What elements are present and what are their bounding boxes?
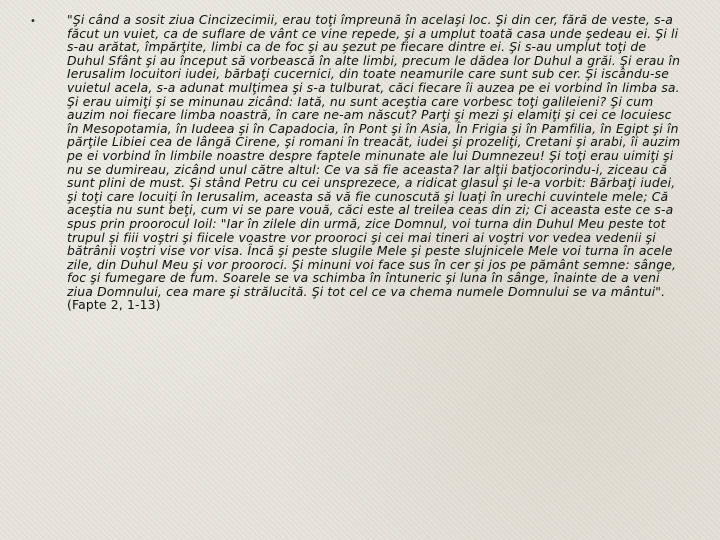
scripture-reference: (Fapte 2, 1-13) — [67, 297, 161, 313]
bullet-marker: • — [30, 16, 36, 27]
scripture-passage — [67, 13, 687, 312]
passage-text: "Şi când a sosit ziua Cincizecimii, erau toţi împreună în acelaşi loc. Şi din cer, fără de veste, s-a făcut un vuiet, ca de suflare de vânt ce vine repede, şi a umplut toată casa unde şedeau ei. Şi li s-au arătat, împărţite, limbi ca de foc şi au şezut pe fiecare dintre ei. Şi s-au umplut toţi de Duhul Sfânt şi au început să vorbească în alte limbi, precum le dădea lor Duhul a grăi. Şi erau în Ierusalim locuitori iudei, bărbaţi cucernici, din toate neamurile care sunt sub cer. Şi iscându-se vuietul acela, s-a adunat mulţimea şi s-a tulburat, căci fiecare îi auzea pe ei vorbind în limba sa. Şi erau uimiţi şi se minunau zicând: Iată, nu sunt aceştia care vorbesc toţi galileieni? Şi cum auzim noi fiecare limba noastră, în care ne-am născut? Parţi şi mezi şi elamiţi şi cei ce locuiesc în Mesopotamia, în Iudeea şi în Capadocia, în Pont şi în Asia, În Frigia şi în Pamfilia, în Egipt şi în părţile Libiei cea de lângă Cirene, şi romani în treacăt, iudei şi prozeliţi, Cretani şi arabi, îi auzim pe ei vorbind în limbile noastre despre faptele minunate ale lui Dumnezeu! Şi toţi erau uimiţi şi nu se dumireau, zicând unul către altul: Ce va să fie aceasta? Iar alţii batjocorindu-i, ziceau că sunt plini de must. Şi stând Petru cu cei unsprezece, a ridicat glasul şi le-a vorbit: Bărbaţi iudei, şi toţi care locuiţi în Ierusalim, aceasta să vă fie cunoscută şi luaţi în urechi cuvintele mele; Că aceştia nu sunt beţi, cum vi se pare vouă, căci este al treilea ceas din zi; Ci aceasta este ce s-a spus prin proorocul Ioil: "Iar în zilele din urmă, zice Domnul, voi turna din Duhul Meu peste tot trupul şi fiii voştri şi fiicele voastre vor prooroci şi cei mai tineri ai voştri vor vedea vedenii şi bătrânii voştri vise vor visa. Încă şi peste slugile Mele şi peste slujnicele Mele voi turna în acele zile, din Duhul Meu şi vor prooroci. Şi minuni voi face sus în cer şi jos pe pământ semne: sânge, foc şi fumegare de fum. Soarele se va schimba în întuneric şi luna în sânge, înainte de a veni ziua Domnului, cea mare şi strălucită. Şi tot cel ce va chema numele Domnului se va mântui". — [67, 12, 681, 299]
